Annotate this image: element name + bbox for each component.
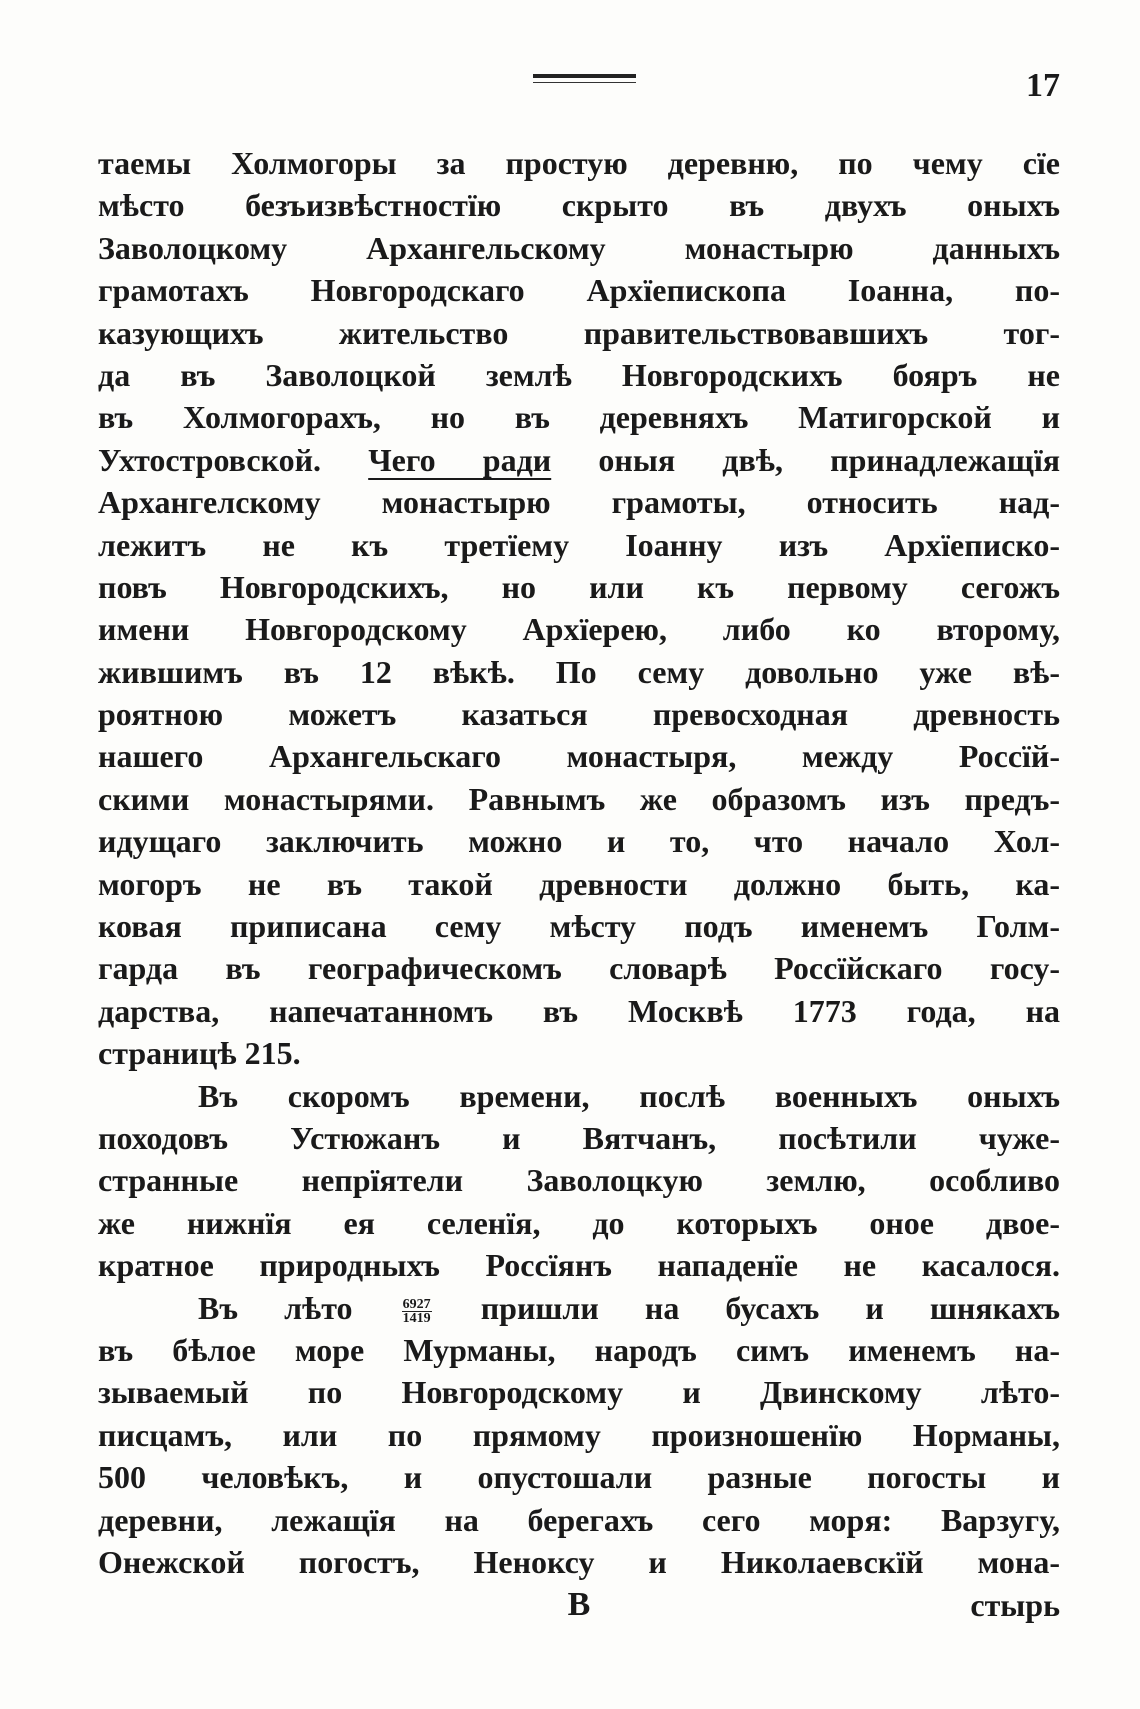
text-line: нашего Архангельскаго монастыря, между Россїй- [98, 738, 1060, 775]
text-line: 500 человѣкъ, и опустошали разные погосты и [98, 1459, 1060, 1496]
paragraph [98, 142, 1060, 1075]
text-line: деревни, лежащїя на берегахъ сего моря: Варзугу, [98, 1501, 1060, 1538]
text-line: мѣсто безъизвѣстностїю скрыто въ двухъ оныхъ [98, 187, 1060, 224]
text-line: скими монастырями. Равнымъ же образомъ изъ предъ- [98, 780, 1060, 817]
text-line: въ бѣлое море Мурманы, народъ симъ именемъ на- [98, 1331, 1060, 1368]
text-line: роятною можетъ казаться превосходная древность [98, 696, 1060, 733]
text-line: Въ скоромъ времени, послѣ военныхъ оныхъ [198, 1077, 1060, 1114]
text-line: кратное природныхъ Россїянъ нападенїе не касалося. [98, 1247, 1060, 1284]
header-rule [533, 74, 636, 83]
text-line: дарства, напечатанномъ въ Москвѣ 1773 года, на [98, 992, 1060, 1029]
paragraph [98, 1075, 1060, 1287]
text-line: Архангелскому монастырю грамоты, относить над- [98, 484, 1060, 521]
page-footer [98, 1584, 1060, 1626]
paragraph [98, 1287, 1060, 1584]
year-fraction [402, 1298, 432, 1325]
text-body [98, 142, 1060, 1583]
text-line: жившимъ въ 12 вѣкѣ. По сему довольно уже вѣ- [98, 653, 1060, 690]
text-line: казующихъ жительство правительствовавшихъ тог- [98, 314, 1060, 351]
text-segment: оныя двѣ, принадлежащїя [551, 441, 1060, 478]
text-segment: Въ лѣто [198, 1289, 399, 1326]
signature-mark: В [567, 1586, 591, 1623]
text-line [98, 1287, 1060, 1329]
text-line: походовъ Устюжанъ и Вятчанъ, посѣтили чуже- [98, 1119, 1060, 1156]
text-line: повъ Новгородскихъ, но или къ первому сегожъ [98, 568, 1060, 605]
text-line: таемы Холмогоры за простую деревню, по чему сїе [98, 145, 1060, 181]
text-line: же нижнїя ея селенїя, до которыхъ оное двое- [98, 1204, 1060, 1241]
text-line: страницѣ 215. [98, 1035, 301, 1072]
text-line: зываемый по Новгородскому и Двинскому лѣто- [98, 1374, 1060, 1411]
text-line: ковая приписана сему мѣсту подъ именемъ Голм- [98, 908, 1060, 945]
text-line: въ Холмогорахъ, но въ деревняхъ Матигорской и [98, 399, 1060, 436]
fraction-denominator: 1419 [402, 1310, 431, 1326]
text-line: Заволоцкому Архангельскому монастырю данныхъ [98, 229, 1060, 266]
text-line: странные непрїятели Заволоцкую землю, особливо [98, 1162, 1060, 1199]
underlined-phrase: Чего ради [368, 441, 552, 478]
text-segment: пришли на бусахъ и шнякахъ [434, 1289, 1060, 1326]
text-segment: Ухтостровской. [98, 441, 369, 478]
text-line: грамотахъ Новгородскаго Архїепископа Іоанна, по- [98, 272, 1060, 309]
text-line: гарда въ географическомъ словарѣ Россїйскаго госу- [98, 950, 1060, 987]
text-line: лежитъ не къ третїему Іоанну изъ Архїеписко- [98, 526, 1060, 563]
text-line [98, 439, 1060, 481]
catchword: стырь [970, 1587, 1060, 1623]
text-line: идущаго заключить можно и то, что начало Хол- [98, 823, 1060, 860]
page-number: 17 [1026, 67, 1060, 104]
text-line: могоръ не въ такой древности должно быть, ка- [98, 865, 1060, 902]
text-line: да въ Заволоцкой землѣ Новгородскихъ бояръ не [98, 356, 1060, 393]
fraction-numerator: 6927 [402, 1296, 431, 1312]
text-line: писцамъ, или по прямому произношенїю Норманы, [98, 1416, 1060, 1453]
text-line: Онежской погостъ, Неноксу и Николаевскїй мона- [98, 1543, 1060, 1580]
text-line: имени Новгородскому Архїерею, либо ко второму, [98, 611, 1060, 648]
